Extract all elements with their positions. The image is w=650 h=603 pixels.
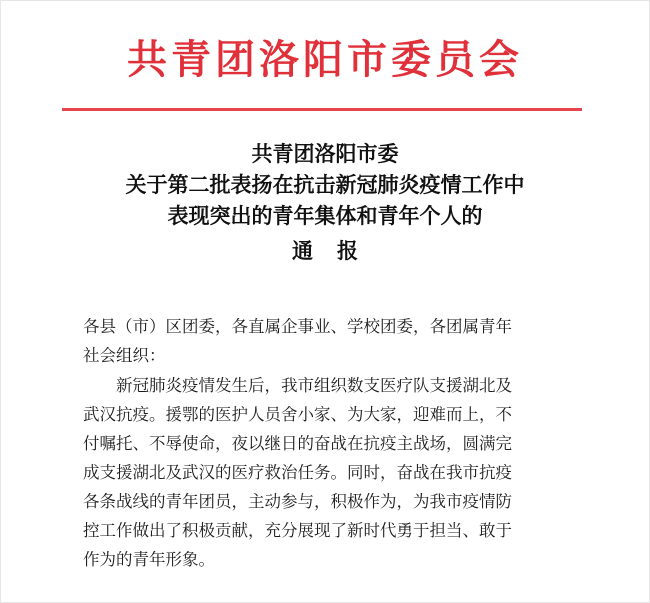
letterhead-divider bbox=[62, 108, 582, 111]
title-line-3: 表现突出的青年集体和青年个人的 bbox=[167, 203, 483, 228]
paragraph-line: 控工作做出了积极贡献，充分展现了新时代勇于担当、敢于 bbox=[83, 521, 512, 540]
paragraph-line: 付嘱托、不辱使命，夜以继日的奋战在抗疫主战场，圆满完 bbox=[83, 434, 512, 453]
title-line-4: 通报 bbox=[292, 238, 382, 263]
salutation bbox=[83, 312, 583, 370]
paragraph-line: 武汉抗疫。援鄂的医护人员舍小家、为大家，迎难而上，不 bbox=[83, 405, 512, 424]
paragraph-line: 新冠肺炎疫情发生后，我市组织数支医疗队支援湖北及 bbox=[116, 376, 512, 395]
org-letterhead: 共青团洛阳市委员会 bbox=[127, 36, 523, 83]
title-line-1: 共青团洛阳市委 bbox=[251, 141, 399, 166]
paragraph-1 bbox=[83, 371, 583, 574]
title-line-2: 关于第二批表扬在抗击新冠肺炎疫情工作中 bbox=[125, 172, 525, 197]
paragraph-line: 成支援湖北及武汉的医疗救治任务。同时，奋战在我市抗疫 bbox=[83, 463, 512, 482]
salutation-line-2: 社会组织： bbox=[83, 346, 166, 365]
paragraph-line: 作为的青年形象。 bbox=[83, 550, 215, 569]
paragraph-line: 各条战线的青年团员，主动参与，积极作为，为我市疫情防 bbox=[83, 492, 512, 511]
salutation-line-1: 各县（市）区团委，各直属企事业、学校团委，各团属青年 bbox=[83, 317, 512, 336]
